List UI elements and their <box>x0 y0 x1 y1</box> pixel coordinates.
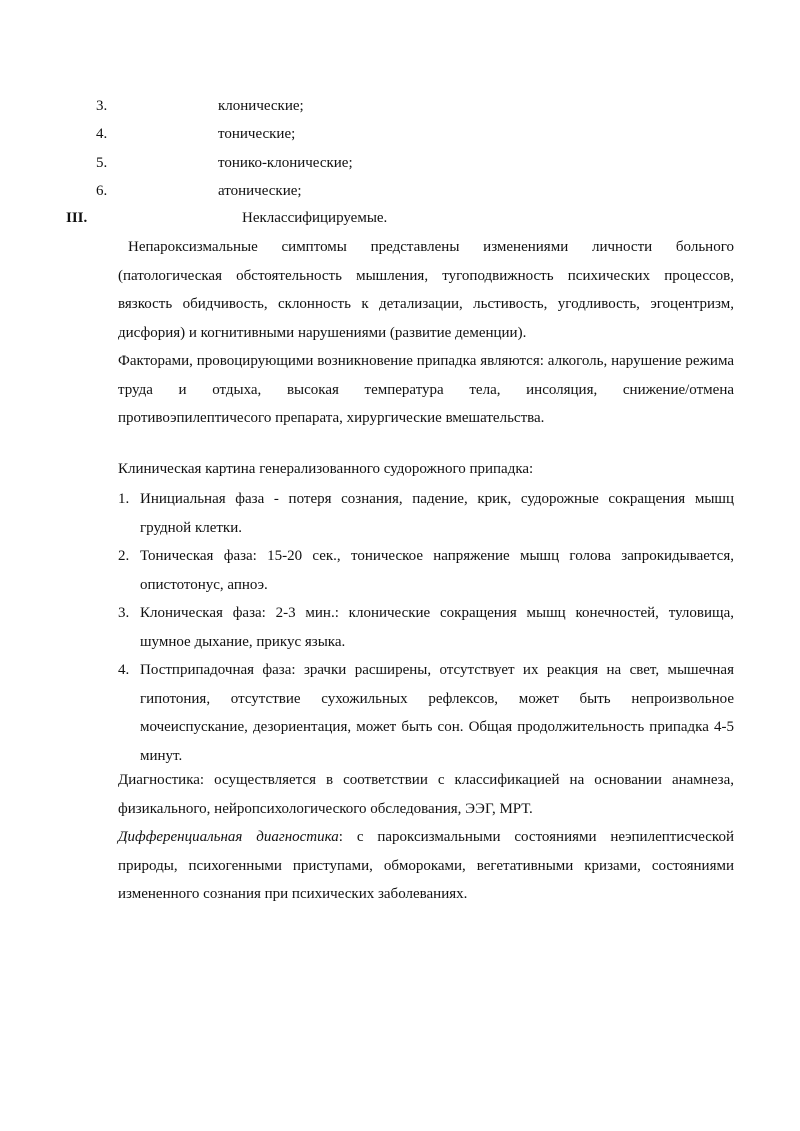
list-item-text: Клоническая фаза: 2-3 мин.: клонические сокращения мышц конечностей, туловища, шумное дыхание, прикус языка. <box>140 605 734 650</box>
list-number: 3. <box>118 605 130 621</box>
list-number: 1. <box>118 491 130 507</box>
section-heading: Неклассифицируемые. <box>242 210 388 226</box>
list-item-text: атонические; <box>218 183 302 199</box>
section-number: III. <box>66 210 88 226</box>
list-number: 6. <box>96 183 108 199</box>
list-item-text: клонические; <box>218 98 304 114</box>
list-item-text: тонические; <box>218 126 296 142</box>
list-number: 3. <box>96 98 108 114</box>
list-item-text: Тоническая фаза: 15-20 сек., тоническое напряжение мышц голова запрокидывается, опистотонус, апноэ. <box>140 548 734 593</box>
paragraph-differential <box>118 823 734 909</box>
differential-label: Дифференциальная диагностика <box>118 829 339 845</box>
clinical-heading: Клиническая картина генерализованного судорожного припадка: <box>118 461 534 477</box>
text-block <box>118 766 734 909</box>
paragraph-diagnostics: Диагностика: осуществляется в соответствии с классификацией на основании анамнеза, физикального, нейропсихологического обследования, ЭЭГ, МРТ. <box>118 772 734 817</box>
list-item-text: Постприпадочная фаза: зрачки расширены, отсутствует их реакция на свет, мышечная гипотония, отсутствие сухожильных рефлексов, может быть непроизвольное мочеиспускание, дезориентация, может быть сон. Общая продолжительность припадка 4-5 минут. <box>140 662 734 764</box>
list-item <box>118 656 734 770</box>
phases-list <box>118 485 734 770</box>
list-number: 2. <box>118 548 130 564</box>
text-block <box>118 233 734 433</box>
list-number: 4. <box>96 126 108 142</box>
list-item <box>118 542 734 599</box>
list-number: 5. <box>96 155 108 171</box>
list-item-text: тонико-клонические; <box>218 155 353 171</box>
paragraph-factors: Факторами, провоцирующими возникновение припадка являются: алкоголь, нарушение режима труда и отдыха, высокая температура тела, инсоляция, снижение/отмена противоэпилептичесого препарата, хирургические вмешательства. <box>118 353 734 426</box>
list-item-text: Инициальная фаза - потеря сознания, падение, крик, судорожные сокращения мышц грудной клетки. <box>140 491 734 536</box>
differential-text: : с пароксизмальными состояниями неэпилептисческой природы, психогенными приступами, обмороками, вегетативными кризами, состояниями измененного сознания при психических заболеваниях. <box>118 829 734 902</box>
paragraph-nonparoxysmal: Непароксизмальные симптомы представлены изменениями личности больного (патологическая обстоятельность мышления, тугоподвижность психических процессов, вязкость обидчивость, склонность к детализации, льстивость, угодливость, эгоцентризм, дисфория) и когнитивными нарушениями (развитие деменции). <box>118 239 734 341</box>
list-number: 4. <box>118 662 130 678</box>
list-item <box>118 485 734 542</box>
list-item <box>118 599 734 656</box>
